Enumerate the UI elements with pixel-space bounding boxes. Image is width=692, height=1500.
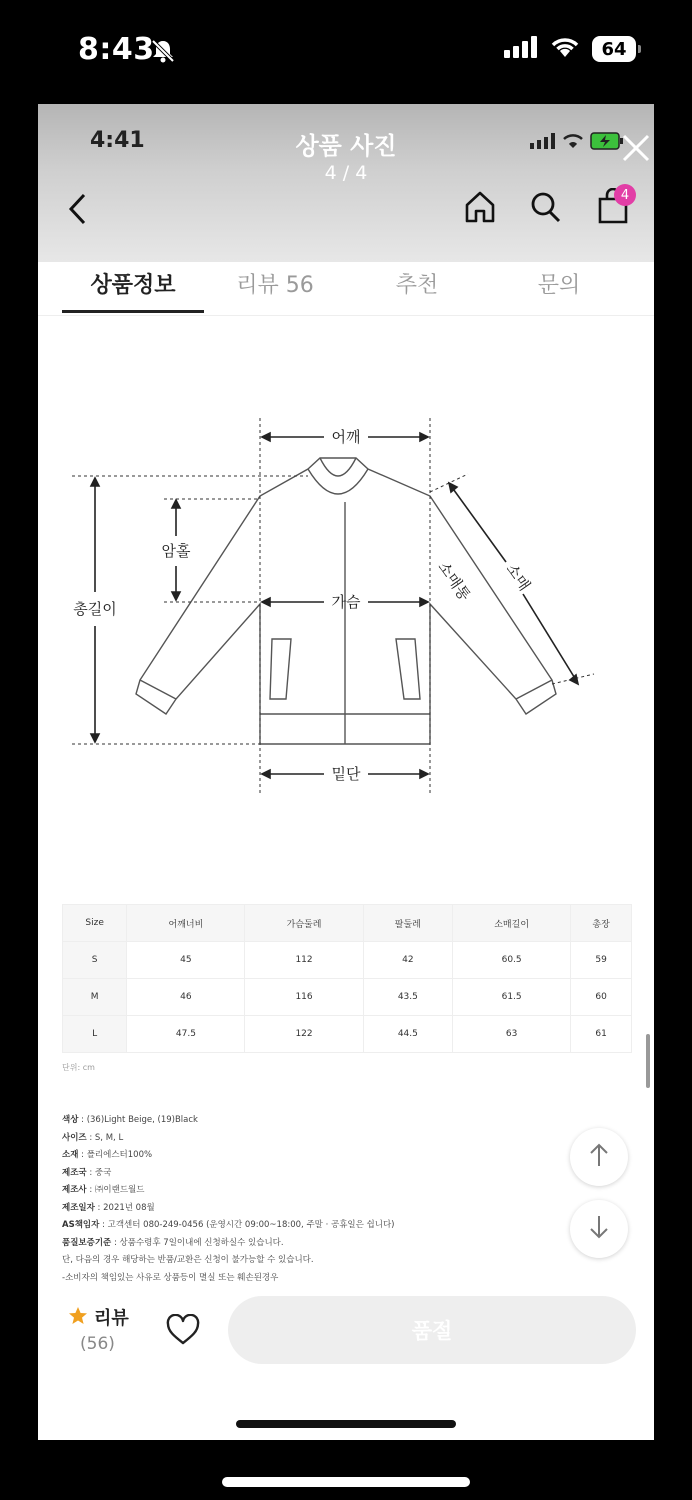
label-sleeve: 소매	[502, 560, 534, 595]
info-line	[62, 1112, 582, 1130]
info-line	[62, 1200, 582, 1218]
info-line	[62, 1217, 582, 1235]
nav-row	[38, 186, 654, 236]
jacket-measurement-diagram	[38, 394, 654, 814]
review-count[interactable]: (56)	[80, 1334, 115, 1354]
info-key: 품질보증기준	[62, 1237, 112, 1248]
size-cell: M	[63, 979, 127, 1016]
table-row	[63, 1016, 632, 1053]
home-icon[interactable]	[464, 190, 496, 228]
tab-reviews[interactable]: 리뷰 56	[236, 273, 314, 298]
info-line	[62, 1182, 582, 1200]
table-cell: 60	[571, 979, 632, 1016]
table-cell: 45	[127, 942, 245, 979]
table-cell: 116	[245, 979, 363, 1016]
header-cell: Size	[63, 905, 127, 942]
info-value: : S, M, L	[86, 1132, 124, 1143]
table-cell: 61.5	[453, 979, 571, 1016]
outer-clock: 8:43	[78, 32, 155, 67]
header-cell: 어깨너비	[127, 905, 245, 942]
table-cell: 43.5	[363, 979, 452, 1016]
cellular-signal-icon	[504, 36, 538, 62]
bell-muted-icon	[150, 38, 176, 68]
product-tabs	[38, 262, 654, 316]
header-cell: 팔둘레	[363, 905, 452, 942]
arrow-down-icon	[588, 1214, 610, 1244]
info-key: 사이즈	[62, 1132, 87, 1143]
header-cell: 가슴둘레	[245, 905, 363, 942]
label-total-length: 총길이	[73, 600, 117, 618]
table-cell: 60.5	[453, 942, 571, 979]
size-table	[62, 904, 632, 1053]
unit-note: 단위: cm	[62, 1063, 95, 1072]
label-hem: 밑단	[331, 765, 361, 783]
info-key: 제조국	[62, 1167, 87, 1178]
star-icon	[68, 1306, 88, 1329]
home-indicator[interactable]	[222, 1477, 470, 1487]
table-cell: 61	[571, 1016, 632, 1053]
outer-status-bar	[0, 0, 692, 104]
label-shoulder: 어깨	[331, 428, 361, 446]
scroll-top-button[interactable]	[570, 1128, 628, 1186]
battery-icon: 64	[592, 36, 636, 62]
table-cell: 46	[127, 979, 245, 1016]
inner-wifi-icon	[562, 133, 584, 153]
info-key: 제조사	[62, 1185, 87, 1195]
info-line	[62, 1252, 582, 1270]
size-cell: S	[63, 942, 127, 979]
table-row	[63, 942, 632, 979]
label-armhole: 암홀	[161, 542, 191, 560]
table-cell: 44.5	[363, 1016, 452, 1053]
cart-count-badge: 4	[614, 184, 636, 206]
info-key: 소재	[62, 1150, 79, 1160]
info-value: : 중국	[86, 1167, 112, 1178]
table-cell: 42	[363, 942, 452, 979]
wifi-icon	[550, 36, 580, 62]
tab-inquiry[interactable]: 문의	[537, 273, 581, 298]
product-image-viewer	[38, 104, 654, 1440]
info-value: -소비자의 책임있는 사유로 상품등이 멸실 또는 훼손된경우	[62, 1272, 279, 1283]
header-cell: 소매길이	[453, 905, 571, 942]
info-line	[62, 1235, 582, 1253]
inner-status-icons	[530, 132, 624, 154]
bottom-action-bar	[38, 1284, 654, 1440]
table-row	[63, 979, 632, 1016]
info-value: : (36)Light Beige, (19)Black	[78, 1115, 198, 1125]
table-cell: 63	[453, 1016, 571, 1053]
table-cell: 122	[245, 1016, 363, 1053]
info-line	[62, 1130, 582, 1148]
scrollbar[interactable]	[646, 1034, 650, 1088]
product-info-list	[62, 1112, 582, 1287]
soldout-button[interactable]: 품절	[228, 1296, 636, 1364]
info-value: : 상품수령후 7일이내에 신청하실수 있습니다.	[111, 1237, 284, 1248]
inner-home-indicator	[236, 1420, 456, 1428]
info-key: 제조일자	[62, 1202, 95, 1213]
info-value: 단, 다음의 경우 해당하는 반품/교환은 신청이 불가능할 수 있습니다.	[62, 1255, 314, 1265]
size-table-header	[63, 905, 632, 942]
info-line	[62, 1165, 582, 1183]
table-cell: 47.5	[127, 1016, 245, 1053]
heart-icon[interactable]	[166, 1314, 200, 1350]
label-chest: 가슴	[331, 593, 361, 611]
inner-clock: 4:41	[90, 128, 145, 153]
arrow-up-icon	[588, 1142, 610, 1172]
size-cell: L	[63, 1016, 127, 1053]
table-cell: 112	[245, 942, 363, 979]
tab-active-indicator	[62, 310, 204, 313]
tab-recommend[interactable]: 추천	[395, 273, 439, 298]
image-counter: 4 / 4	[324, 162, 368, 184]
info-value: : 고객센터 080-249-0456 (운영시간 09:00~18:00, 주말 · 공휴일은 쉽니다)	[99, 1220, 395, 1230]
info-key: AS책임자	[62, 1220, 100, 1230]
info-key: 색상	[62, 1115, 79, 1125]
info-value: : ㈜이랜드월드	[86, 1185, 145, 1195]
info-value: : 폴리에스터100%	[78, 1150, 153, 1160]
search-icon[interactable]	[530, 190, 562, 228]
review-label[interactable]: 리뷰	[94, 1308, 129, 1329]
viewer-title: 상품 사진	[295, 132, 397, 160]
info-value: : 2021년 08월	[94, 1202, 155, 1213]
info-line	[62, 1147, 582, 1165]
label-sleeve-width: 소매통	[434, 558, 474, 605]
table-cell: 59	[571, 942, 632, 979]
back-arrow-icon[interactable]	[66, 192, 90, 230]
tab-product-info[interactable]: 상품정보	[90, 273, 176, 298]
close-icon[interactable]	[618, 130, 654, 166]
inner-cellular-icon	[530, 133, 556, 153]
header-cell: 총장	[571, 905, 632, 942]
scroll-bottom-button[interactable]	[570, 1200, 628, 1258]
viewer-header	[38, 104, 654, 269]
